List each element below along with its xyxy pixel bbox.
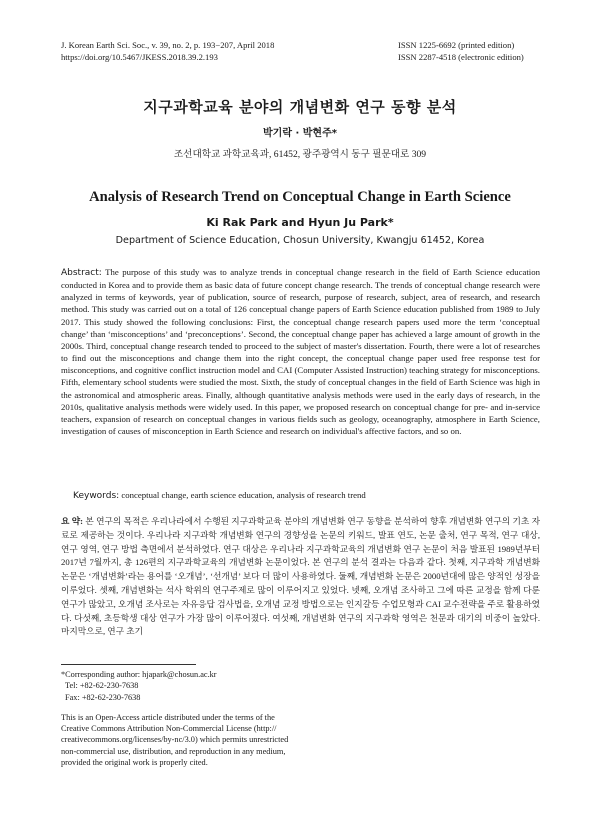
abstract-text: The purpose of this study was to analyze trends in conceptual change research in the field of Earth Science education conducted in Korea and to provide them as basic data of future concept change research. The trends of conceptual change research were analyzed in terms of keywords, year of publication, source of research, purpose of research, subject, area of research, and research method. This study was carried out on a total of 126 conceptual change papers of Earth Science education published from 1989 to July 2017. This study showed the following conclusions: First, the conceptual change research papers used more the term ‘conceptual change’ than ‘misconceptions’ and ‘preconceptions’. Second, the conceptual change paper has achieved a large amount of growth in the 2000s. Third, conceptual change research tended to proceed to the subject of master's dissertation. Fourth, there were a lot of researches to find out the misconceptions and change them into the right concept, the conceptual change paper used free response test for misconceptions, and cognitive conflict instruction model and CAI (Computer Assisted Instruction) teaching strategy for misconceptions. Fifth, elementary school students were studied the most. Sixth, the study of conceptual changes in the field of Earth Science was high in the astronomical and atmospheric areas. Finally, although quantitative analysis methods were used in the early days of research, in the 2010s, qualitative analysis methods were widely used. In this paper, we proposed research on conceptual change for pre- and in-service teachers, expansion of research on conceptual changes in various fields such as geology, oceanography, atmosphere in Earth Science, investigation of causes of misconception in Earth Science and research on individual's affective factors, and so on. — [61, 267, 540, 437]
corresponding-author-footnote — [61, 669, 271, 703]
oa-line-1: This is an Open-Access article distributed under the terms of the — [61, 713, 275, 722]
keywords — [73, 490, 543, 501]
korean-abstract — [61, 515, 540, 639]
oa-line-4: non-commercial use, distribution, and reproduction in any medium, — [61, 746, 286, 756]
open-access-notice — [61, 712, 289, 768]
english-affiliation: Department of Science Education, Chosun University, Kwangju 61452, Korea — [115, 235, 485, 246]
issn-electronic: ISSN 2287-4518 (electronic edition) — [398, 52, 524, 62]
korean-authors: 박기락 · 박현주* — [263, 128, 337, 139]
corresponding-fax: Fax: +82-62-230-7638 — [65, 692, 141, 702]
journal-citation: J. Korean Earth Sci. Soc., v. 39, no. 2, p. 193−207, April 2018 — [61, 40, 275, 50]
korean-affiliation: 조선대학교 과학교육과, 61452, 광주광역시 동구 필문대로 309 — [173, 149, 427, 160]
corresponding-tel: Tel: +82-62-230-7638 — [65, 681, 139, 691]
issn-print: ISSN 1225-6692 (printed edition) — [398, 40, 515, 50]
english-authors: Ki Rak Park and Hyun Ju Park* — [206, 216, 394, 229]
keywords-text: conceptual change, earth science education, analysis of research trend — [121, 490, 366, 500]
doi-link[interactable]: https://doi.org/10.5467/JKESS.2018.39.2.193 — [61, 52, 218, 62]
english-abstract — [61, 266, 540, 437]
english-title: Analysis of Research Trend on Conceptual Change in Earth Science — [89, 189, 511, 205]
journal-header — [61, 39, 274, 63]
oa-line-5: provided the original work is properly cited. — [61, 757, 208, 767]
abstract-label: Abstract: — [61, 268, 102, 278]
oa-line-2: Creative Commons Attribution Non-Commercial License (http:// — [61, 724, 277, 734]
korean-abstract-label: 요 약: — [61, 516, 84, 526]
oa-line-3: creativecommons.org/licenses/by-nc/3.0) which permits unrestricted — [61, 735, 289, 745]
korean-abstract-text: 본 연구의 목적은 우리나라에서 수행된 지구과학교육 분야의 개념변화 연구 동향을 분석하여 향후 개념변화 연구의 기초 자료로 제공하는 것이다. 우리나라 지구과학 개념변화 연구의 경향성을 논문의 키워드, 발표 연도, 논문 출처, 연구 목적, 연구 대상, 연구 영역, 연구 방법 측면에서 분석하였다. 연구 대상은 우리나라 지구과학교육의 개념변화 연구 논문이 처음 발표된 1989년부터 2017년 7월까지, 총 126편의 지구과학교육의 개념변화 논문이었다. 본 연구의 분석 결과는 다음과 같다. 첫째, 지구과학 개념변화 논문은 ‘개념변화’라는 용어를 ‘오개념’, ‘선개념’ 보다 더 많이 사용하였다. 둘째, 개념변화 논문은 2000년대에 많은 양적인 성장을 이루었다. 셋째, 개념변화는 석사 학위의 연구주제로 많이 이루어지고 있었다. 넷째, 오개념 조사하고 그에 따른 교정을 함께 다룬 연구가 많았고, 오개념 조사로는 자유응답 검사법을, 오개념 교정 방법으로는 인지갈등 수업모형과 CAI 교수전략을 주로 활용하였다. 다섯째, 초등학생 대상 연구가 가장 많이 이루어졌다. 여섯째, 개념변화 연구의 지구과학 영역은 천문과 대기의 비중이 높았다. 마지막으로, 연구 초기 — [61, 516, 540, 637]
issn-header — [398, 39, 524, 63]
keywords-label: Keywords: — [73, 491, 120, 501]
corresponding-email: *Corresponding author: hjapark@chosun.ac.kr — [61, 670, 217, 679]
footnote-divider — [61, 664, 196, 665]
korean-title: 지구과학교육 분야의 개념변화 연구 동향 분석 — [143, 98, 457, 116]
